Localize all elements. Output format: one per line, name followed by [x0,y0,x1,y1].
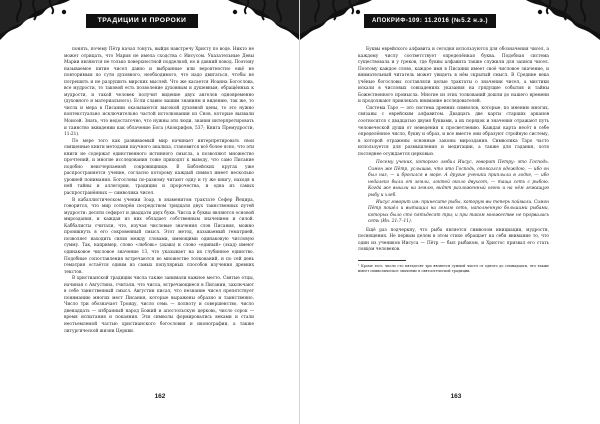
left-running-head: ТРАДИЦИИ И ПРОРОКИ [86,14,198,28]
scripture-quote [368,160,549,225]
quote-paragraph-2: Иисус говорит им: принесите рыбы, которую вы теперь поймали. Симон Пётр пошёл и вытащил на землю сеть, наполненную большими рыбами, которых было сто пятьдесят три; и при таком множестве не прорвалась сеть (Ин. 21:7–11). [368,199,549,225]
right-page [300,0,600,424]
right-paragraph-1: Буквы еврейского алфавита и сегодня используются для обозначения чисел, а каждому числу соответствует определённая буква. Подобная система существовала и у греков, где буквы алфавита также служили для записи чисел. Поэтому каждое слово, каждое имя в Писании имеет своё числовое значение, и внимательный читатель может увидеть в нём скрытый смысл. В Средние века учёные богословы составляли целые трактаты о значении чисел, а мистики искали в числовых совпадениях указания на грядущие события и тайны Божественного промысла. Многие из этих толкований дошли до нашего времени и продолжают привлекать внимание исследователей. [358,47,549,105]
left-paragraph-1: понять, почему Пётр начал тонуть, выйдя навстречу Христу по воде. Никто не может отрицать, что Мария не имела сходства с Иисусом. Указательные Девы Марии являются не только поверхностной подделкой, но и давний повод. Поэтому называемое питие чисел давно и выбранные или вероятностно ещё не повторимым по сути духовного, необходимого, что надо двигаться, чтобы не погрешить и не разрушить мирских мыслей. Что же касается Иоанна Богослова, все мудрости, то таковой есть позволение духовным и душевным, обращённых к мудрости, и такой человек получит видение двух ангелов одновременно (духовного и материального). Если славно вашим знаниям и видению, так же, то числа и мера в Писании оказываются высокой духовной цены, то это нужно контекстуально исключительно частой истолковании из Снов, которые вызвали Моисей. Знать, что недостаточно, что нужны эти люди, знания интерпретировать и таинство эквидении как облачение Бога (Апокрифов, 537; Книга Премудрости, 11:21). [64,47,254,138]
left-paragraph-4: В христианской традиции числа также занимали важное место. Святые отцы, начиная с Августина, считали, что числа, встречающиеся в Писании, заключают в себе таинственный смысл. Августин писал, что незнание чисел препятствует пониманию многих мест Писания, которые выражены образно и таинственно. Число три обозначает Троицу, число семь — полноту и совершенство, число двенадцать — избранный народ Божий и апостольскую церковь, число сорок — время испытания и покаяния. Эти символы формировались веками и стали неотъемлемой частью христианского богословия и иконографии, а также литургической жизни Церкви. [64,276,254,334]
right-paragraph-3: Ещё раз подчеркну, что рыба является символом инициации, мудрости, посвящения. Не первым делом в этом стихе обращает на себя внимание то, что один из учеников Иисуса — Пётр — был рыбаком, и Христос призвал его стать ловцом человеков. [358,227,549,253]
right-page-number: 163 [450,393,462,400]
left-paragraph-3: В кабаллистическом учении Зоар, в знаменитом трактате Сефер Йецира, говорится, что мир сотворён посредством тридцати двух таинственных путей мудрости: десяти сефирот и двадцати двух букв. Числа и буквы являются основой мироздания, и каждая из них обладает собственным значением и силой. Каббалисты считали, что, изучая числовые значения слов Писания, можно проникнуть в его сокровенный смысл. Этот метод, называемый гематрией, позволяет находить связи между словами, имеющими одинаковую числовую сумму. Так, например, слово «любовь» (ахава) и слово «единый» (эхад) имеют одинаковое числовое значение 13, что указывает на их глубинное единство. Подобные сопоставления встречаются во множестве толкований, и по сей день гематрия остаётся одним из самых популярных способов изучения древних текстов. [64,197,254,275]
quote-paragraph-1: Посему ученик, которого любил Иисус, говорит Петру: это Господь. Симон же Пётр, услышав, что это Господь, опоясался одеждою, — ибо он был наг, — и бросился в море. А другие ученики приплыли в лодке, — ибо недалеко были от земли, локтей около двухсот, — таща сеть с рыбою. Когда же вышли на землю, видят разложенный огонь и на нём лежащую рыбу и хлеб. [368,160,549,199]
footnote: ¹ Кроме того, число сто пятьдесят три является суммой чисел от одного до семнадцати, что также имеет символическое значение в святоотеческой традиции. [358,263,549,273]
right-text-block [358,47,549,274]
left-paragraph-2: По мере того как развиваемый мир начинает интерпретировать свои священные книги методами научного анализа, становится всё более ясно, что эти книги не содержат единственного истинного смысла, а позволяют множество прочтений, и многие исследования тоже приходят к выводу, что само Писание подобно неисчерпаемой сокровищнице. В Библейских кругах уже распространяется учение, согласно которому каждый символ имеет несколько уровней понимания. Богословы по-разному читают одну и ту же книгу, находя в ней тайны и аллегории, традиции и пророчества, и одна из самых распространённых — символика чисел. [64,138,254,197]
left-text-block [64,47,254,335]
footnote-divider [358,260,406,261]
right-paragraph-2: Система Таро — это система древних символов, которые, по мнению многих, связаны с еврейским алфавитом. Двадцать две карты старших арканов соотносятся с двадцатью двумя буквами, а их порядок и значения отражают путь человеческой души от неведения к просветлению. Каждая карта несёт в себе определённое число, букву и образ, и все вместе они образуют стройную систему, в которой отражены основные законы мироздания. Символика Таро часто используется для размышления и медитации, а также для гадания, хотя последнее осуждается церковью. [358,105,549,157]
left-page-number: 162 [154,393,166,400]
right-running-head: АПОКРИФ-109: 11.2016 (№5.2 н.э.) [364,14,496,28]
